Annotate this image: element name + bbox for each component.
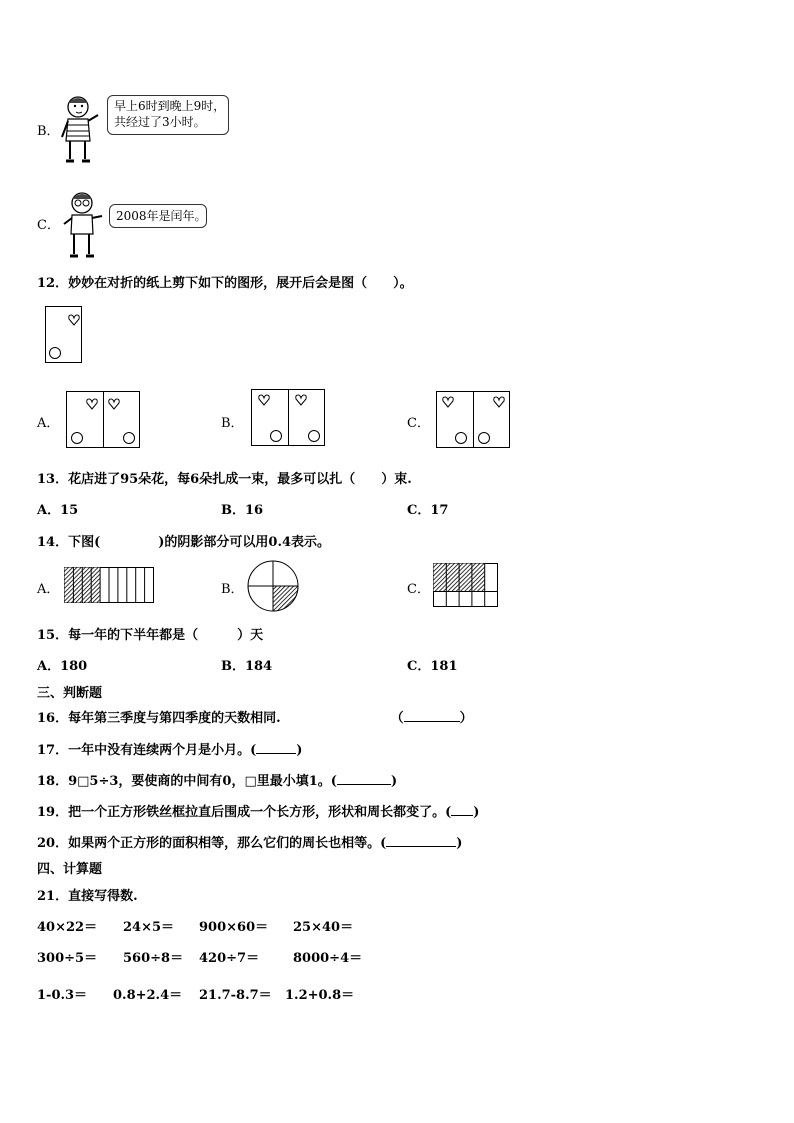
question-13: 13．花店进了95朵花，每6朵扎成一束，最多可以扎（ ）束. <box>37 472 412 487</box>
q13-option-b: B．16 <box>221 503 264 518</box>
calc-item: 300÷5＝ <box>37 951 98 966</box>
calc-item: 8000÷4＝ <box>293 951 363 966</box>
question-12: 12．妙妙在对折的纸上剪下如下的图形，展开后会是图（ ）。 <box>37 276 413 291</box>
q14-option-a-strip-figure <box>64 567 154 603</box>
q14-option-b-circle-figure <box>247 560 299 612</box>
q14-option-a-label: A． <box>37 582 60 597</box>
folded-paper-figure <box>45 306 82 363</box>
q15-option-a: A．180 <box>37 659 88 674</box>
calc-item: 40×22＝ <box>37 920 98 935</box>
q15-option-c: C．181 <box>407 659 458 674</box>
q14-option-c-grid-figure <box>433 563 498 607</box>
question-20: 20．如果两个正方形的面积相等，那么它们的周长也相等。( ) <box>37 836 463 851</box>
calc-item: 24×5＝ <box>123 920 175 935</box>
q12-option-a-label: A． <box>37 416 60 431</box>
option-c-label: C． <box>37 218 60 233</box>
q12-option-b-figure <box>251 389 325 446</box>
q13-option-a: A．15 <box>37 503 79 518</box>
answer-blank[interactable] <box>337 773 391 785</box>
q14-option-c-label: C． <box>407 582 430 597</box>
question-21: 21．直接写得数. <box>37 889 138 904</box>
question-15: 15．每一年的下半年都是（ ）天 <box>37 628 264 643</box>
q15-option-b: B．184 <box>221 659 273 674</box>
question-18: 18．9□5÷3，要使商的中间有0，□里最小填1。( ) <box>37 774 398 789</box>
q12-option-c-figure <box>436 391 510 448</box>
section-heading-judgement: 三、判断题 <box>37 686 103 701</box>
q12-option-b-label: B． <box>221 416 244 431</box>
calc-item: 420÷7＝ <box>199 951 260 966</box>
boy-figure-icon <box>58 93 98 167</box>
option-b-label: B． <box>37 124 60 139</box>
question-17: 17．一年中没有连续两个月是小月。( ) <box>37 743 303 758</box>
answer-blank[interactable] <box>451 804 473 816</box>
boy-with-glasses-icon <box>62 190 102 262</box>
calc-item: 900×60＝ <box>199 920 269 935</box>
q13-option-c: C．17 <box>407 503 449 518</box>
calc-item: 21.7-8.7＝ <box>199 988 272 1003</box>
answer-blank[interactable] <box>404 710 460 722</box>
calc-item: 1.2+0.8＝ <box>285 988 355 1003</box>
q12-option-c-label: C． <box>407 416 430 431</box>
speech-bubble-b: 早上6时到晚上9时， 共经过了3小时。 <box>107 95 229 135</box>
section-heading-calculation: 四、计算题 <box>37 862 103 877</box>
q12-option-a-figure <box>66 391 140 448</box>
calc-item: 560÷8＝ <box>123 951 184 966</box>
answer-blank[interactable] <box>386 835 456 847</box>
calc-item: 0.8+2.4＝ <box>113 988 183 1003</box>
question-16: 16．每年第三季度与第四季度的天数相同. （ ） <box>37 711 473 726</box>
calc-item: 25×40＝ <box>293 920 354 935</box>
calc-item: 1-0.3＝ <box>37 988 88 1003</box>
answer-blank[interactable] <box>256 742 296 754</box>
question-19: 19．把一个正方形铁丝框拉直后围成一个长方形，形状和周长都变了。( ) <box>37 805 480 820</box>
question-14: 14．下图( )的阴影部分可以用0.4表示。 <box>37 535 331 550</box>
q14-option-b-label: B． <box>221 582 244 597</box>
speech-bubble-c: 2008年是闰年。 <box>109 204 207 228</box>
